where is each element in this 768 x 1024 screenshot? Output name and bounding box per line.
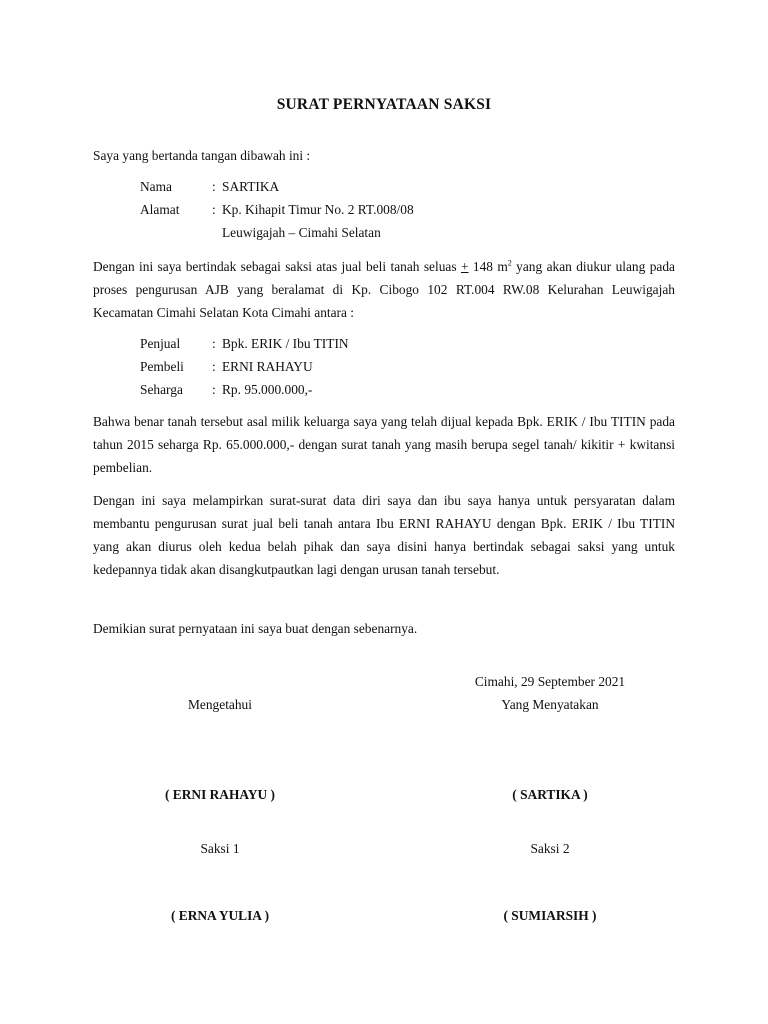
intro-text: Saya yang bertanda tangan dibawah ini : [93, 148, 311, 163]
right-signer-title: Yang Menyatakan [501, 697, 599, 712]
witness1-title: Saksi 1 [200, 841, 240, 856]
right-signer-name: ( SARTIKA ) [512, 787, 588, 802]
seller-value: Bpk. ERIK / Ibu TITIN [222, 336, 349, 351]
witness1-name: ( ERNA YULIA ) [170, 908, 270, 923]
separator: : [212, 336, 216, 351]
plus-minus-sign: + [460, 259, 469, 274]
place-date: Cimahi, 29 September 2021 [474, 674, 626, 689]
left-signer-name: ( ERNI RAHAYU ) [165, 787, 275, 802]
price-label: Seharga [140, 382, 183, 397]
witness2-title: Saksi 2 [530, 841, 570, 856]
address-line2: Leuwigajah – Cimahi Selatan [222, 225, 381, 240]
para1-before: Dengan ini saya bertindak sebagai saksi atas jual beli tanah seluas [93, 259, 461, 274]
address-label: Alamat [140, 202, 180, 217]
name-value: SARTIKA [222, 179, 280, 194]
separator: : [212, 202, 216, 217]
separator: : [212, 179, 216, 194]
paragraph-attachment: Dengan ini saya melampirkan surat-surat data diri saya dan ibu saya hanya untuk persyaratan dalam membantu pengurusan surat jual beli tanah antara Ibu ERNI RAHAYU dengan Bpk. ERIK / Ibu TITIN yang akan diurus oleh kedua belah pihak dan saya disini hanya bertindak sebagai saksi yang untuk kedepannya tidak akan disangkutpautkan lagi dengan urusan tanah tersebut. [93, 493, 675, 577]
buyer-row [140, 356, 313, 378]
declarant-address-row [140, 199, 414, 221]
para1-area: 148 m [468, 259, 508, 274]
seller-label: Penjual [140, 336, 181, 351]
name-label: Nama [140, 179, 172, 194]
declarant-name-row [140, 176, 279, 198]
witness2-name: ( SUMIARSIH ) [503, 908, 597, 923]
paragraph-land [93, 255, 675, 324]
seller-row [140, 333, 349, 355]
paragraph-history: Bahwa benar tanah tersebut asal milik keluarga saya yang telah dijual kepada Bpk. ERIK / Ibu TITIN pada tahun 2015 seharga Rp. 65.000.000,- dengan surat tanah yang masih berupa segel tanah/ kikitir + kwitansi pembelian. [93, 414, 675, 475]
buyer-value: ERNI RAHAYU [222, 359, 313, 374]
separator: : [212, 382, 216, 397]
separator: : [212, 359, 216, 374]
closing-text: Demikian surat pernyataan ini saya buat dengan sebenarnya. [93, 621, 418, 636]
para1-after: yang akan diukur ulang pada proses pengurusan AJB yang beralamat di Kp. Cibogo 102 RT.004 RW.08 Kelurahan Leuwigajah Kecamatan Cimahi Selatan Kota Cimahi antara : [93, 259, 675, 320]
price-value: Rp. 95.000.000,- [222, 382, 313, 397]
price-row [140, 379, 312, 401]
document-title: SURAT PERNYATAAN SAKSI [276, 96, 492, 113]
area-exponent: 2 [507, 258, 512, 268]
address-line1: Kp. Kihapit Timur No. 2 RT.008/08 [222, 202, 414, 217]
left-signer-title: Mengetahui [188, 697, 252, 712]
buyer-label: Pembeli [140, 359, 184, 374]
